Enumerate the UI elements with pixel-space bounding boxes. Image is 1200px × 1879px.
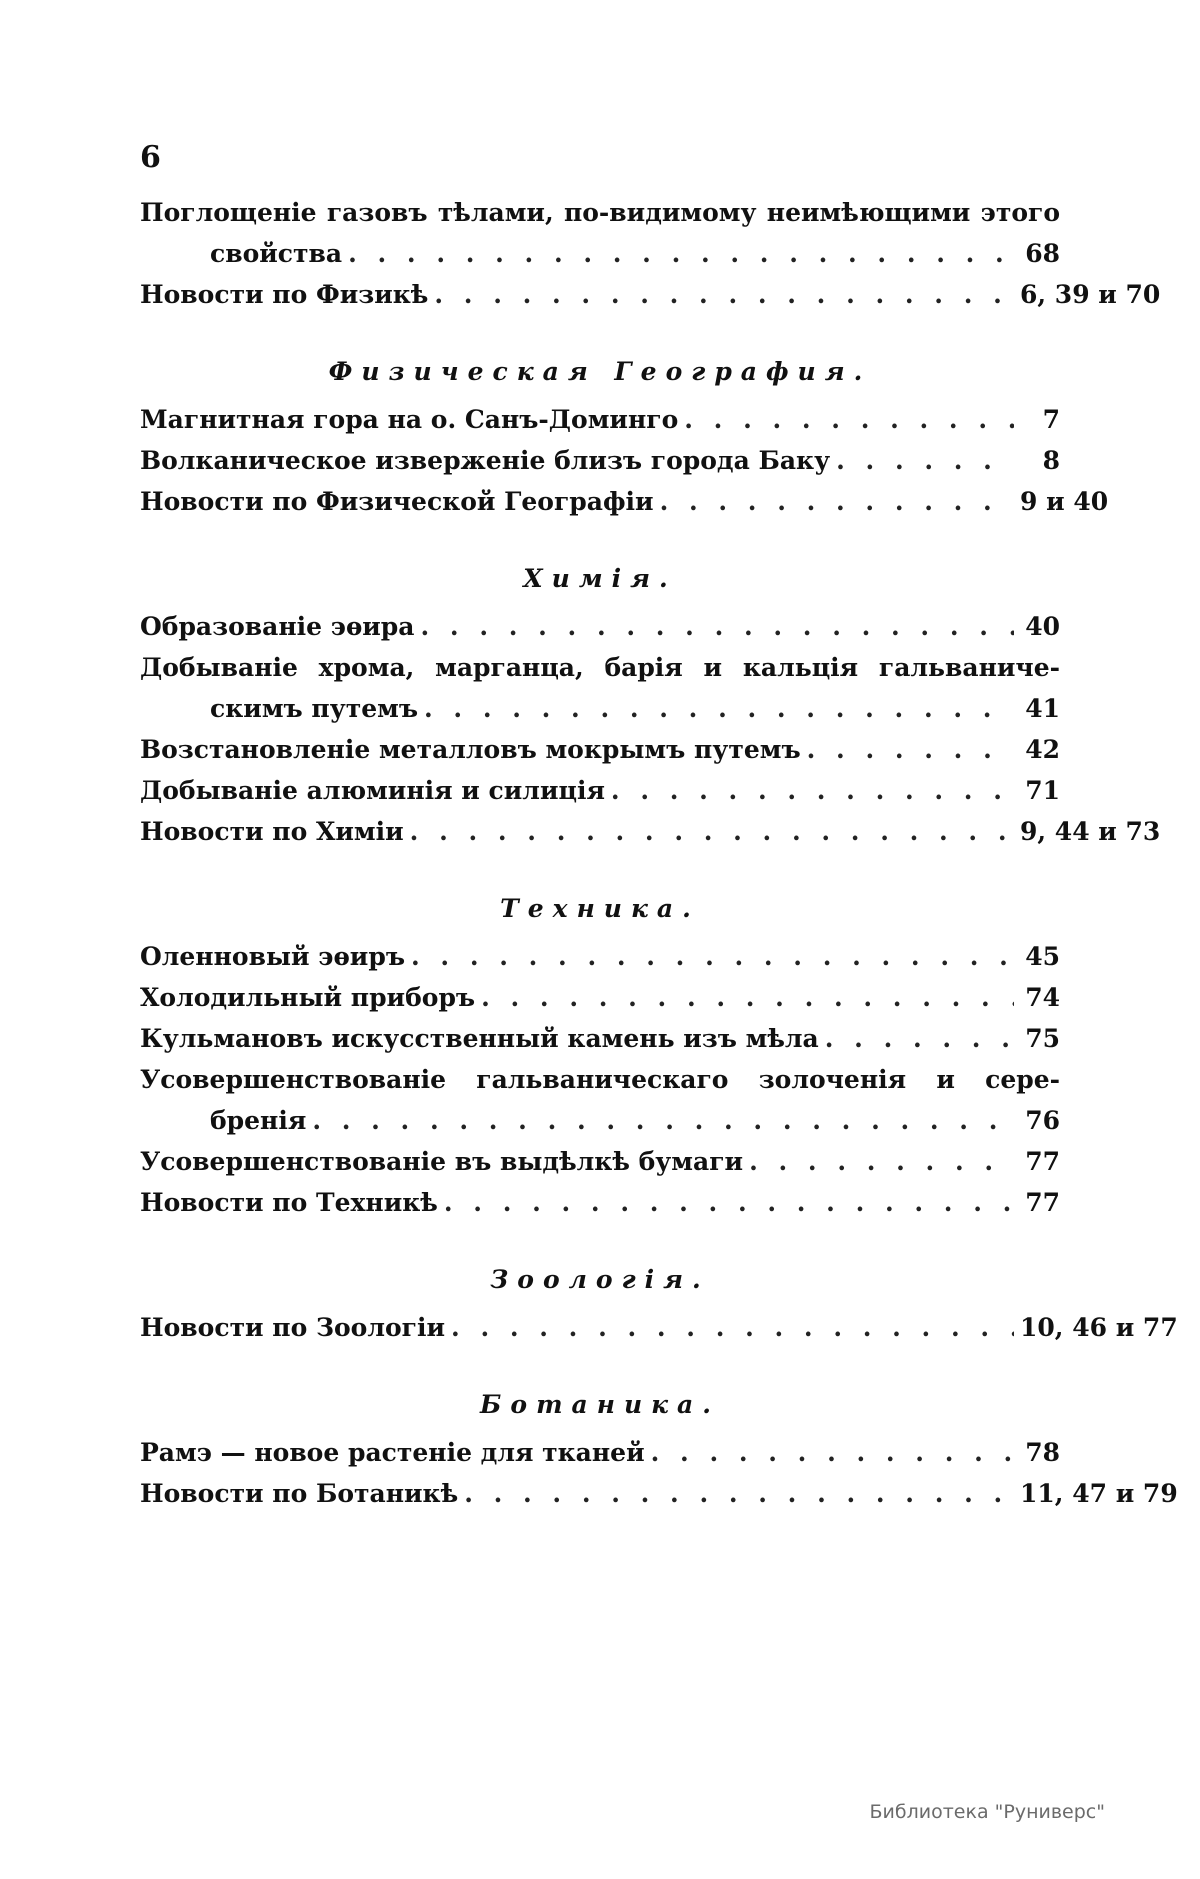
toc-entry-row xyxy=(140,936,1060,977)
dot-leader xyxy=(836,440,1014,481)
section-zoology xyxy=(140,1253,1178,1348)
toc-entry xyxy=(140,440,1060,481)
toc-entry xyxy=(140,811,1161,852)
toc-entry-row xyxy=(140,1182,1060,1223)
toc-entry-title: Усовершенствованіе въ выдѣлкѣ бумаги xyxy=(140,1147,744,1176)
dot-leader xyxy=(434,274,1014,315)
document-page xyxy=(140,140,1178,1544)
toc-entry-pages: 71 xyxy=(1025,776,1060,805)
toc-entry-title: Возстановленіе металловъ мокрымъ путемъ xyxy=(140,735,801,764)
toc-entry xyxy=(140,647,1060,729)
dot-leader xyxy=(807,729,1014,770)
dot-leader xyxy=(312,1100,1014,1141)
dot-leader xyxy=(825,1018,1014,1059)
dot-leader xyxy=(660,481,1014,522)
dot-leader xyxy=(611,770,1014,811)
toc-entry-row xyxy=(140,399,1060,440)
toc-entry-row xyxy=(140,274,1161,315)
toc-entry-pages: 7 xyxy=(1042,405,1060,434)
toc-entry-pages: 9 и 40 xyxy=(1020,487,1109,516)
toc-entry xyxy=(140,1018,1060,1059)
toc-entry-title-line1: Усовершенствованіе гальваническаго золоченія и сере- xyxy=(140,1065,1060,1094)
dot-leader xyxy=(444,1182,1014,1223)
section-physical-geography xyxy=(140,345,1109,522)
toc-entry-row xyxy=(140,729,1060,770)
section-heading: Ботаника. xyxy=(480,1390,720,1419)
toc-entry-title: Новости по Техникѣ xyxy=(140,1188,438,1217)
toc-entry-pages: 45 xyxy=(1025,942,1060,971)
toc-entry xyxy=(140,481,1109,522)
toc-entry-title: Образованіе эѳира xyxy=(140,612,415,641)
dot-leader xyxy=(348,233,1014,274)
toc-entry xyxy=(140,1307,1178,1348)
section-botany xyxy=(140,1378,1178,1514)
toc-entry-title: Холодильный приборъ xyxy=(140,983,476,1012)
toc-entry-pages: 41 xyxy=(1025,694,1060,723)
section-heading: Физическая География. xyxy=(328,357,872,386)
dot-leader xyxy=(651,1432,1014,1473)
toc-entry-row xyxy=(140,1432,1060,1473)
toc-entry-pages: 68 xyxy=(1025,239,1060,268)
toc-entry-row xyxy=(140,1018,1060,1059)
toc-entry xyxy=(140,770,1060,811)
toc-entry xyxy=(140,192,1060,274)
toc-entry-row xyxy=(140,440,1060,481)
toc-entry-row xyxy=(140,688,1060,729)
toc-entry-row xyxy=(140,1141,1060,1182)
dot-leader xyxy=(464,1473,1014,1514)
toc-entry-title: Добываніе алюминія и силиція xyxy=(140,776,605,805)
section-heading: Зоологія. xyxy=(490,1265,710,1294)
toc-entry-pages: 77 xyxy=(1025,1188,1060,1217)
dot-leader xyxy=(749,1141,1014,1182)
page-number: 6 xyxy=(140,140,161,175)
library-watermark: Библиотека "Руниверс" xyxy=(869,1801,1105,1823)
toc-entry-pages: 8 xyxy=(1042,446,1060,475)
toc-entry xyxy=(140,274,1161,315)
toc-entry-pages: 6, 39 и 70 xyxy=(1020,280,1161,309)
toc-entry-pages: 10, 46 и 77 xyxy=(1020,1313,1178,1342)
toc-entry-title-line2: бренія xyxy=(210,1106,307,1135)
toc-entry-title: Кульмановъ искусственный камень изъ мѣла xyxy=(140,1024,819,1053)
toc-entry-title: Магнитная гора на о. Санъ-Доминго xyxy=(140,405,679,434)
toc-entry-row xyxy=(140,1307,1178,1348)
section-heading: Химія. xyxy=(523,564,677,593)
toc-entry-title: Оленновый эѳиръ xyxy=(140,942,405,971)
toc-entry-title: Новости по Зоологіи xyxy=(140,1313,446,1342)
toc-entry xyxy=(140,936,1060,977)
dot-leader xyxy=(451,1307,1014,1348)
toc-entry-row xyxy=(140,233,1060,274)
toc-entry-title: Волканическое изверженіе близъ города Баку xyxy=(140,446,831,475)
toc-entry xyxy=(140,1432,1060,1473)
toc-entry-row xyxy=(140,1473,1178,1514)
toc-entry-row xyxy=(140,606,1060,647)
toc-entry-title: Новости по Ботаникѣ xyxy=(140,1479,459,1508)
toc-entry-pages: 77 xyxy=(1025,1147,1060,1176)
toc-entry-pages: 42 xyxy=(1025,735,1060,764)
toc-entry xyxy=(140,729,1060,770)
toc-entry-row xyxy=(140,1100,1060,1141)
toc-entry-pages: 9, 44 и 73 xyxy=(1020,817,1161,846)
toc-entry xyxy=(140,1182,1060,1223)
section-top xyxy=(140,192,1161,315)
toc-entry-title: Рамэ — новое растеніе для тканей xyxy=(140,1438,645,1467)
toc-entry-pages: 74 xyxy=(1025,983,1060,1012)
toc-entry-title-line2: свойства xyxy=(210,239,343,268)
toc-entry xyxy=(140,606,1060,647)
dot-leader xyxy=(424,688,1014,729)
section-technology xyxy=(140,882,1060,1223)
toc-entry-row xyxy=(140,811,1161,852)
toc-entry-pages: 11, 47 и 79 xyxy=(1020,1479,1178,1508)
toc-entry xyxy=(140,399,1060,440)
toc-entry-row xyxy=(140,770,1060,811)
dot-leader xyxy=(684,399,1014,440)
toc-entry-pages: 76 xyxy=(1025,1106,1060,1135)
toc-entry-title: Новости по Физической Географіи xyxy=(140,487,654,516)
dot-leader xyxy=(481,977,1014,1018)
dot-leader xyxy=(411,936,1014,977)
section-chemistry xyxy=(140,552,1161,852)
toc-entry xyxy=(140,1059,1060,1141)
section-heading: Техника. xyxy=(500,894,700,923)
toc-entry xyxy=(140,1473,1178,1514)
toc-entry-title-line1: Поглощеніе газовъ тѣлами, по-видимому неимѣющими этого xyxy=(140,198,1060,227)
toc-entry-row xyxy=(140,481,1109,522)
toc-entry-pages: 78 xyxy=(1025,1438,1060,1467)
toc-entry-title-line1: Добываніе хрома, марганца, барія и кальція гальваниче- xyxy=(140,653,1060,682)
toc-entry-pages: 75 xyxy=(1025,1024,1060,1053)
toc-entry-pages: 40 xyxy=(1025,612,1060,641)
toc-entry xyxy=(140,1141,1060,1182)
dot-leader xyxy=(410,811,1014,852)
toc-entry-title: Новости по Химіи xyxy=(140,817,404,846)
toc-entry-title: Новости по Физикѣ xyxy=(140,280,429,309)
dot-leader xyxy=(421,606,1015,647)
toc-entry xyxy=(140,977,1060,1018)
toc-entry-row xyxy=(140,977,1060,1018)
toc-entry-title-line2: скимъ путемъ xyxy=(210,694,419,723)
